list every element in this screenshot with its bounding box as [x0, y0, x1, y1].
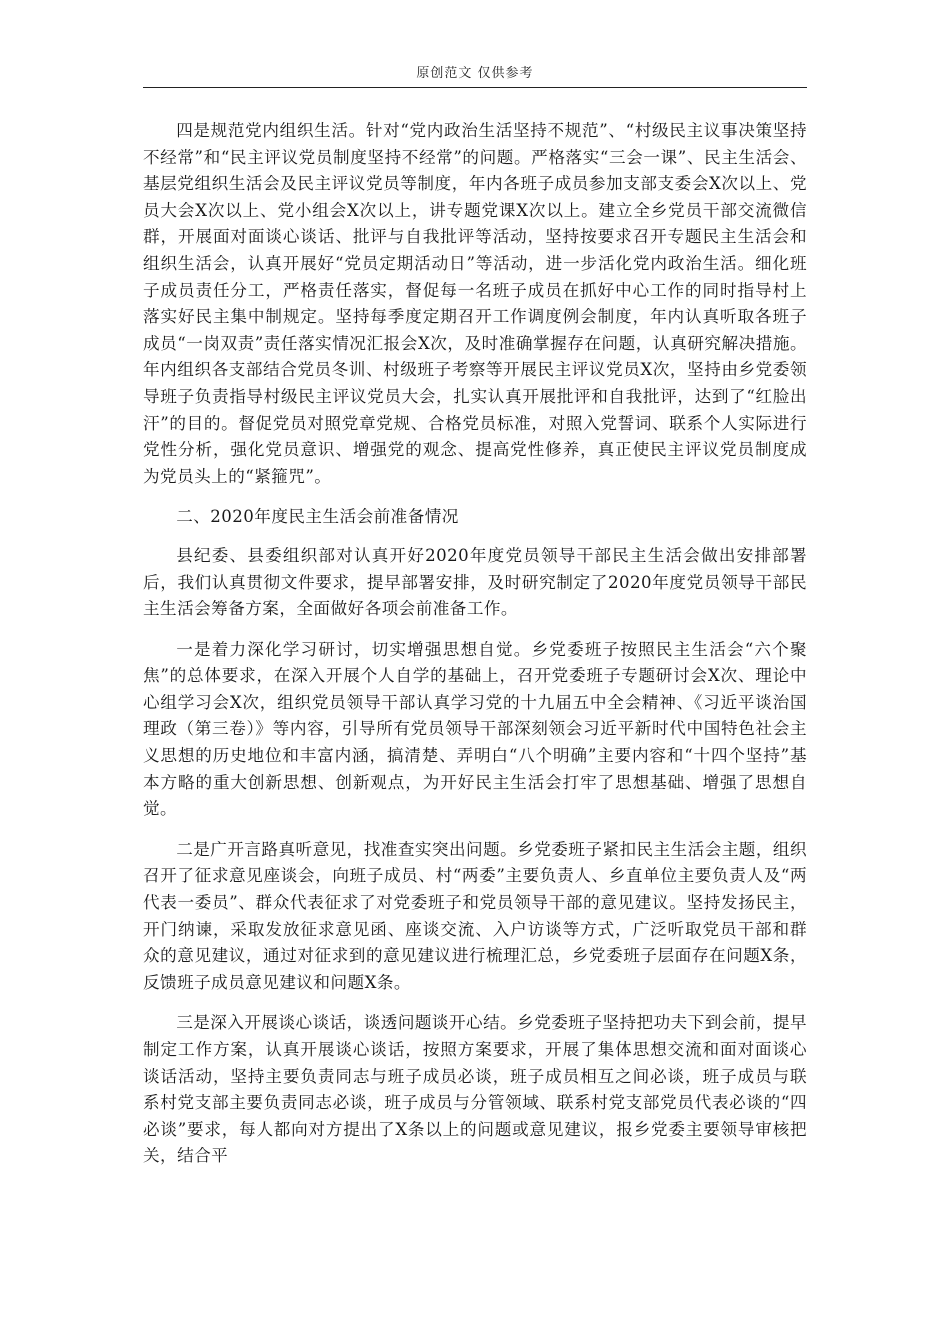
paragraph-listen-opinions: 二是广开言路真听意见，找准查实突出问题。乡党委班子紧扣民主生活会主题，组织召开了征求意见座谈会，向班子成员、村“两委”主要负责人、乡直单位主要负责人及“两代表一委员”、群众代表征求了对党委班子和党员领导干部的意见建议。坚持发扬民主，开门纳谏，采取发放征求意见函、座谈交流、入户访谈等方式，广泛听取党员干部和群众的意见建议，通过对征求到的意见建议进行梳理汇总，乡党委班子层面存在问题X条，反馈班子成员意见建议和问题X条。 — [143, 839, 807, 992]
document-body — [143, 118, 807, 1184]
page-header: 原创范文 仅供参考 — [416, 66, 534, 81]
paragraph-deepen-study: 一是着力深化学习研讨，切实增强思想自觉。乡党委班子按照民主生活会“六个聚焦”的总体要求，在深入开展个人自学的基础上，召开党委班子专题研讨会X次、理论中心组学习会X次，组织党员领导干部认真学习党的十九届五中全会精神、《习近平谈治国理政（第三卷）》等内容，引导所有党员领导干部深刻领会习近平新时代中国特色社会主义思想的历史地位和丰富内涵，搞清楚、弄明白“八个明确”主要内容和“十四个坚持”基本方略的重大创新思想、创新观点，为开好民主生活会打牢了思想基础、增强了思想自觉。 — [143, 639, 807, 819]
paragraph-standardize-party-life: 四是规范党内组织生活。针对“党内政治生活坚持不规范”、“村级民主议事决策坚持不经常”和“民主评议党员制度坚持不经常”的问题。严格落实“三会一课”、民主生活会、基层党组织生活会及民主评议党员等制度，年内各班子成员参加支部支委会X次以上、党员大会X次以上、党小组会X次以上，讲专题党课X次以上。建立全乡党员干部交流微信群，开展面对面谈心谈话、批评与自我批评等活动，坚持按要求召开专题民主生活会和组织生活会，认真开展好“党员定期活动日”等活动，进一步活化党内政治生活。细化班子成员责任分工，严格责任落实，督促每一名班子成员在抓好中心工作的同时指导村上落实好民主集中制规定。坚持每季度定期召开工作调度例会制度，年内认真听取各班子成员“一岗双责”责任落实情况汇报会X次，及时准确掌握存在问题，认真研究解决措施。年内组织各支部结合党员冬训、村级班子考察等开展民主评议党员X次，坚持由乡党委领导班子负责指导村级民主评议党员大会，扎实认真开展批评和自我批评，达到了“红脸出汗”的目的。督促党员对照党章党规、合格党员标准，对照入党誓词、联系个人实际进行党性分析，强化党员意识、增强党的观念、提高党性修养，真正使民主评议党员制度成为党员头上的“紧箍咒”。 — [143, 121, 807, 486]
header-divider — [143, 87, 807, 88]
paragraph-preparation-intro: 县纪委、县委组织部对认真开好2020年度党员领导干部民主生活会做出安排部署后，我们认真贯彻文件要求，提早部署安排，及时研究制定了2020年度党员领导干部民主生活会筹备方案，全面做好各项会前准备工作。 — [143, 545, 807, 619]
section-heading-preparation: 二、2020年度民主生活会前准备情况 — [176, 507, 459, 527]
paragraph-heart-to-heart-talks: 三是深入开展谈心谈话，谈透问题谈开心结。乡党委班子坚持把功夫下到会前，提早制定工作方案，认真开展谈心谈话，按照方案要求，开展了集体思想交流和面对面谈心谈话活动，坚持主要负责同志与班子成员必谈，班子成员相互之间必谈，班子成员与联系村党支部主要负责同志必谈，班子成员与分管领域、联系村党支部党员代表必谈的“四必谈”要求，每人都向对方提出了X条以上的问题或意见建议，报乡党委主要领导审核把关，结合平 — [143, 1013, 807, 1166]
